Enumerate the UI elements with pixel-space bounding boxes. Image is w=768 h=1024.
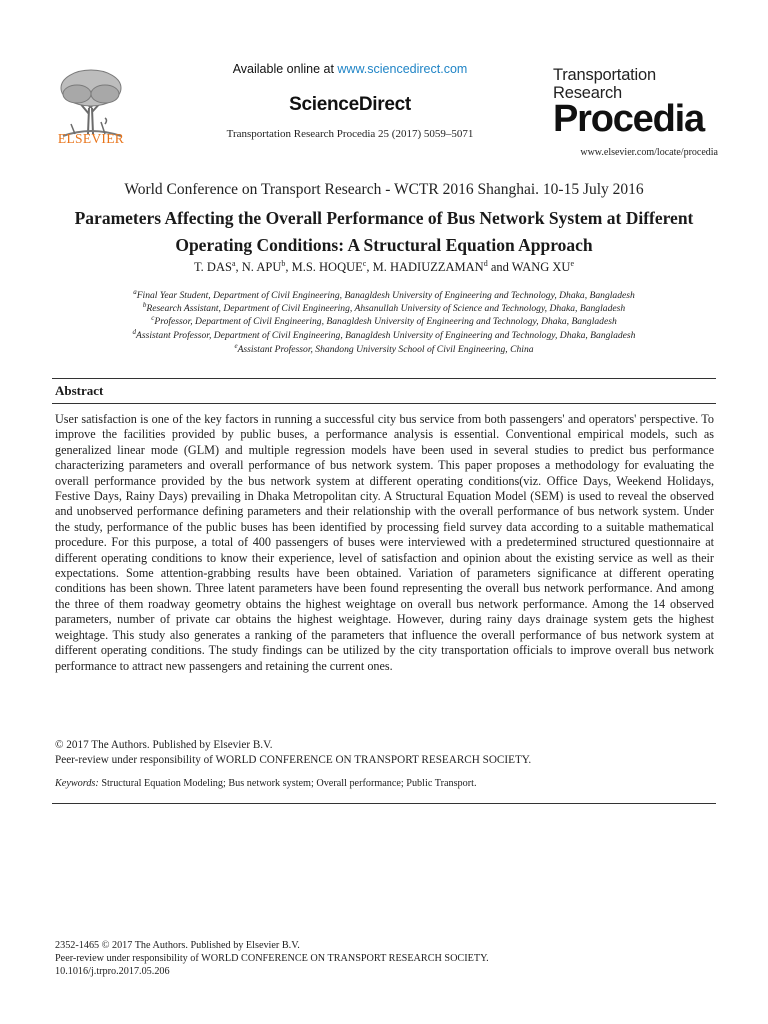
journal-url[interactable]: www.elsevier.com/locate/procedia bbox=[580, 147, 718, 158]
affiliation-sup: c bbox=[151, 314, 155, 322]
available-prefix: Available online at bbox=[232, 62, 338, 76]
journal-logo bbox=[553, 66, 715, 138]
affiliation bbox=[0, 288, 768, 301]
affiliation-text: Assistant Professor, Shandong University School of Civil Engineering, China bbox=[237, 344, 534, 356]
affiliation bbox=[0, 301, 768, 314]
divider-top bbox=[52, 378, 716, 379]
journal-logo-line1: Transportation bbox=[553, 66, 656, 84]
journal-logo-line3: Procedia bbox=[553, 98, 704, 140]
affiliation-text: Professor, Department of Civil Engineering, Banagldesh University of Engineering and Technology, Dhaka, Bangladesh bbox=[154, 316, 617, 328]
affiliation-sup: a bbox=[133, 288, 137, 296]
title-line-2: Operating Conditions: A Structural Equation Approach bbox=[175, 235, 593, 255]
author-sup: d bbox=[483, 259, 488, 268]
divider-bottom bbox=[52, 803, 716, 804]
affiliation bbox=[0, 342, 768, 355]
author-sup: e bbox=[570, 259, 575, 268]
journal-citation: Transportation Research Procedia 25 (2017) 5059–5071 bbox=[226, 128, 474, 140]
affiliation bbox=[0, 328, 768, 341]
author-name: WANG XU bbox=[511, 260, 571, 275]
author-sep: , bbox=[285, 260, 292, 275]
author-sep: , bbox=[235, 260, 242, 275]
sciencedirect-link[interactable]: www.sciencedirect.com bbox=[337, 62, 468, 76]
author-name: M. HADIUZZAMAN bbox=[372, 260, 484, 275]
author-sep: , bbox=[366, 260, 373, 275]
affiliation-text: Assistant Professor, Department of Civil Engineering, Banagldesh University of Engineering and Technology, Dhaka, Bangladesh bbox=[136, 330, 636, 342]
conference-line: World Conference on Transport Research - WCTR 2016 Shanghai. 10-15 July 2016 bbox=[124, 181, 644, 198]
affiliation-sup: e bbox=[234, 342, 238, 350]
footer-block bbox=[55, 939, 489, 978]
elsevier-wordmark: ELSEVIER bbox=[57, 131, 125, 146]
keywords-line bbox=[55, 778, 477, 789]
available-online-line bbox=[180, 62, 520, 76]
footer-doi[interactable]: 10.1016/j.trpro.2017.05.206 bbox=[55, 966, 170, 977]
author-sep: and bbox=[487, 260, 512, 275]
divider-abstract bbox=[52, 403, 716, 404]
affiliation-text: Research Assistant, Department of Civil Engineering, Ahsanullah University of Science and Technology, Dhaka, Bangladesh bbox=[146, 303, 626, 315]
abstract-body: User satisfaction is one of the key factors in running a successful city bus service from both passengers' and operators' perspective. To improve the facilities provided by public buses, a performance analysis is essential. Conventional empirical models, such as generalized linear mode (GLM) and multiple regression models have been used in several studies to predict bus performance characterizing parameters and overall performance of bus network system. This paper proposes a methodology for evaluating the overall performance provided by the bus network system at different operating conditions(viz. Office Days, Weekend Holidays, Festive Days, Rainy Days) prevailing in Dhaka Metropolitan city. A Structural Equation Model (SEM) is used to reveal the observed and unobserved performance defining parameters and their relationship with the overall performance of bus network system. Under the study, performance of the public buses has been identified by processing field survey data according to a suitable mathematical procedure. For this purpose, a total of 400 passengers of buses were interviewed with a predetermined structured questionnaire at different operating conditions to know their experience, level of satisfaction and opinion about the existing service as well as their expectations. Some attention-grabbing results have been obtained. Variation of parameters significance at different operating conditions has been shown. Three latent parameters have been found representing the overall bus network performance. And among the three of them roadway geometry obtains the highest weightage on overall bus network performance. Among the 14 observed parameters, number of private car obtains the highest weightage. However, during rainy days drainage system gets the highest weightage. This study also generates a ranking of the parameters that influence the overall performance of bus network system at different operating conditions. The study findings can be utilized by the city transportation officials to improve overall bus network performance to attract new passengers and retaining the current ones. bbox=[55, 412, 714, 673]
affiliation-text: Final Year Student, Department of Civil Engineering, Banagldesh University of Engineering and Technology, Dhaka, Bangladesh bbox=[136, 290, 635, 302]
affiliation bbox=[0, 314, 768, 327]
author-sup: c bbox=[362, 259, 367, 268]
author-list bbox=[0, 259, 768, 275]
title-line-1: Parameters Affecting the Overall Performance of Bus Network System at Different bbox=[74, 208, 694, 228]
author-name: T. DAS bbox=[193, 260, 232, 275]
abstract-heading: Abstract bbox=[55, 383, 104, 398]
keywords-label: Keywords: bbox=[55, 778, 99, 789]
sciencedirect-brand: ScienceDirect bbox=[289, 94, 411, 115]
author-name: M.S. HOQUE bbox=[291, 260, 363, 275]
journal-logo-line2: Research bbox=[553, 84, 623, 102]
footer-issn: 2352-1465 © 2017 The Authors. Published by Elsevier B.V. bbox=[55, 940, 300, 951]
author-sup: b bbox=[281, 259, 286, 268]
keywords-text: Structural Equation Modeling; Bus network system; Overall performance; Public Transport. bbox=[98, 778, 477, 789]
paper-title bbox=[30, 205, 738, 259]
footer-peer-review: Peer-review under responsibility of WORLD CONFERENCE ON TRANSPORT RESEARCH SOCIETY. bbox=[55, 953, 489, 964]
affiliation-sup: b bbox=[142, 301, 147, 309]
affiliation-sup: d bbox=[132, 328, 137, 336]
author-name: N. APU bbox=[241, 260, 282, 275]
peer-review-line: Peer-review under responsibility of WORLD CONFERENCE ON TRANSPORT RESEARCH SOCIETY. bbox=[55, 754, 532, 766]
author-sup: a bbox=[231, 259, 236, 268]
copyright-line: © 2017 The Authors. Published by Elsevier B.V. bbox=[55, 739, 273, 751]
